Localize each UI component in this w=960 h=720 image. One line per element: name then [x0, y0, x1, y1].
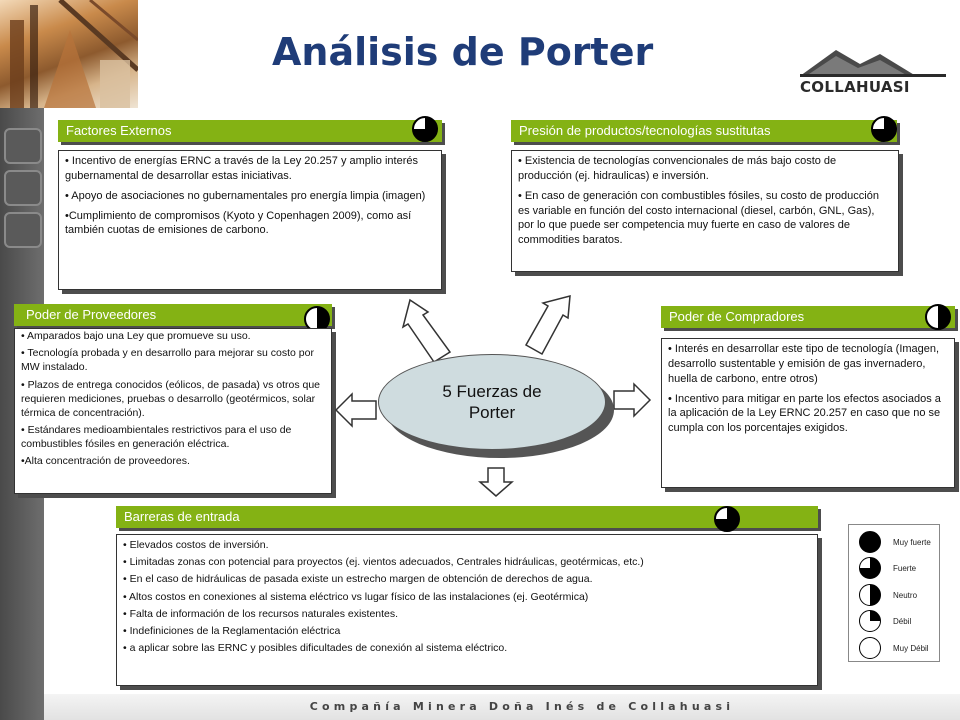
fuerte-icon	[859, 557, 881, 579]
logo-text: COLLAHUASI	[800, 78, 910, 96]
list-item: • Estándares medioambientales restrictivos para el uso de combustibles fósiles en generación eléctrica.	[21, 424, 292, 451]
list-item: • Limitadas zonas con potencial para proyectos (ej. vientos adecuados, Centrales hidráulicas, geotérmicas, etc.)	[123, 556, 644, 569]
center-ellipse	[378, 354, 606, 450]
list-item: •Cumplimiento de compromisos (Kyoto y Copenhagen 2009), como así también cuotas de emisiones de carbono.	[65, 209, 412, 237]
neutro-icon	[859, 584, 881, 606]
muy-fuerte-icon	[859, 531, 881, 553]
legend-label: Muy Débil	[893, 643, 929, 653]
decorative-square	[4, 170, 42, 206]
rating-three-quarter-icon	[412, 116, 438, 142]
list-item: • Altos costos en conexiones al sistema eléctrico vs lugar físico de las instalaciones (ej. Geotérmica)	[123, 590, 589, 603]
legend	[848, 524, 940, 662]
decorative-square	[4, 212, 42, 248]
arrow-up-left-icon	[403, 300, 450, 362]
legend-item	[859, 555, 916, 581]
legend-item	[859, 635, 929, 661]
center-label-line2: Porter	[468, 403, 516, 422]
list-item: • En el caso de hidráulicas de pasada existe un estrecho margen de obtención de derechos de agua.	[123, 573, 593, 586]
list-item: • Interés en desarrollar este tipo de tecnología (Imagen, desarrollo sustentable y emisión de gas invernadero, huella de carbono, entre otros)	[668, 343, 940, 385]
center-label-line1: 5 Fuerzas de	[442, 381, 542, 401]
list-item: • Plazos de entrega conocidos (eólicos, de pasada) vs otros que requieren mediciones, pruebas o desarrollo (geotérmicos, solar térmica de concentración).	[21, 378, 321, 419]
list-item: • a aplicar sobre las ERNC y posibles dificultades de conexión al sistema eléctrico.	[123, 642, 508, 655]
panel-body	[14, 328, 332, 494]
panel-header: Barreras de entrada	[116, 506, 818, 528]
panel-body	[58, 150, 442, 290]
panel-header: Poder de Proveedores	[14, 304, 332, 326]
list-item: • Elevados costos de inversión.	[123, 539, 269, 551]
debil-icon	[859, 610, 881, 632]
list-item: • Indefiniciones de la Reglamentación eléctrica	[123, 624, 341, 637]
list-item: • Incentivo para mitigar en parte los efectos asociados a la aplicación de la Ley ERNC 20.257 en caso que no se cumpla con los porcentajes exigidos.	[668, 392, 941, 435]
legend-label: Débil	[893, 616, 912, 626]
footer-text: Compañía Minera Doña Inés de Collahuasi	[309, 700, 735, 713]
list-item: • Tecnología probada y en desarrollo para mejorar su costo por MW instalado.	[21, 347, 314, 374]
list-item: • Apoyo de asociaciones no gubernamentales pro energía limpia (imagen)	[65, 189, 426, 202]
legend-item	[859, 608, 911, 634]
legend-item	[859, 582, 917, 608]
industrial-plant-photo	[0, 0, 138, 108]
legend-item	[859, 529, 931, 555]
rating-three-quarter-icon	[871, 116, 897, 142]
panel-header: Presión de productos/tecnologías sustitutas	[511, 120, 897, 142]
arrow-up-right-icon	[526, 296, 570, 354]
list-item: • Existencia de tecnologías convencionales de más bajo costo de producción (ej. hidraulicas) e inversión.	[518, 155, 837, 182]
arrow-right-icon	[614, 384, 650, 416]
legend-label: Neutro	[893, 590, 918, 600]
legend-label: Fuerte	[893, 563, 917, 573]
panel-header: Poder de Compradores	[661, 306, 955, 328]
arrow-left-icon	[336, 394, 376, 426]
list-item: •Alta concentración de proveedores.	[21, 455, 190, 468]
panel-body	[661, 338, 955, 488]
list-item: • Falta de información de los recursos naturales existentes.	[123, 607, 399, 620]
panel-body	[116, 534, 818, 686]
list-item: • En caso de generación con combustibles fósiles, su costo de producción es variable en función del costo internacional (diesel, carbón, GNL, Gas), por lo que puede ser competencia muy fuerte en caso de valores de commodities baratos.	[518, 189, 879, 247]
page-title: Análisis de Porter	[272, 30, 654, 74]
rating-half-icon	[925, 304, 951, 330]
legend-label: Muy fuerte	[893, 537, 931, 547]
arrow-down-icon	[480, 468, 512, 496]
panel-header: Factores Externos	[58, 120, 442, 142]
list-item: • Amparados bajo una Ley que promueve su uso.	[21, 330, 251, 342]
list-item: • Incentivo de energías ERNC a través de la Ley 20.257 y amplio interés gubernamental de desarrollar estas iniciativas.	[65, 155, 418, 182]
decorative-square	[4, 128, 42, 164]
muy-debil-icon	[859, 637, 881, 659]
rating-three-quarter-icon	[714, 506, 740, 532]
panel-body	[511, 150, 899, 272]
